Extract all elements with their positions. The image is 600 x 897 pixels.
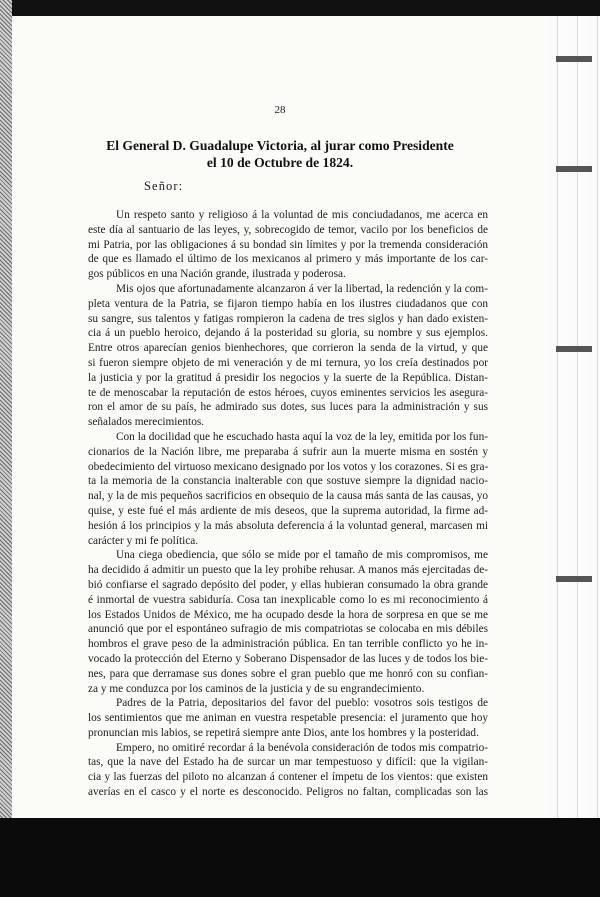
text-line: vocado la protección del Eterno y Soberano Dispensador de las luces y de todos los bie- <box>88 652 488 665</box>
scan-left-border <box>0 0 12 897</box>
text-line: Un respeto santo y religioso á la voluntad de mis conciudadanos, me acerca en <box>116 209 488 221</box>
text-line: bió confiarse el sagrado depósito del poder, y ellas hubieran consumado la obra grande <box>88 578 488 591</box>
text-line: de que es llamado el último de los mexicanos al primero y más importante de los car- <box>88 253 488 266</box>
text-line: hesión á los principios y la más absoluta deferencia á la voluntad general, marcasen mi <box>88 519 488 532</box>
scan-top-border <box>12 0 600 16</box>
text-line: la justicia y por la gratitud á presidir los negocios y la suerte de la República. Distan- <box>88 371 488 384</box>
text-line: nes, para que derramase sus dones sobre el gran pueblo que me honró con su confian- <box>88 667 488 680</box>
text-line: su sangre, sus talentos y fatigas rompieron la cadena de tres siglos y han dado existen- <box>88 312 488 325</box>
text-line: hombros el grave peso de la administración pública. En tan terrible conflicto yo he in- <box>88 638 488 651</box>
text-line: Empero, no omitiré recordar á la benévola consideración de todos mis compatrio- <box>116 741 488 754</box>
text-line: ha decidido á admitir un puesto que la ley prohibe rehusar. A manos más ejercitadas de- <box>88 564 488 577</box>
text-line: pleta ventura de la Patria, se fijaron tiempo había en los ilustres ciudadanos que con <box>88 297 488 310</box>
text-line: te de menoscabar la reputación de estos héroes, cuyos eminentes servicios les asegura- <box>88 386 488 399</box>
text-line: Entre otros aparecían genios bienhechores, que corrieron la senda de la virtud, y que <box>88 342 488 355</box>
text-line: si fueron siempre objeto de mi veneración y de mi ternura, yo los creía destinados por <box>88 356 488 369</box>
page-title <box>12 137 548 171</box>
text-line: Mis ojos que afortunadamente alcanzaron á ver la libertad, la redención y la com- <box>116 282 488 295</box>
page-title-line-2: el 10 de Octubre de 1824. <box>206 155 354 170</box>
text-line: cia y las fuerzas del piloto no alcanzan á contener el ímpetu de los vientos: que existen <box>88 771 488 784</box>
document-page <box>12 16 548 818</box>
paragraph-1 <box>88 208 488 800</box>
text-line: tas, que la nave del Estado ha de surcar un mar tempestuoso y difícil: que la vigilan- <box>88 756 488 769</box>
scan-edge-mark <box>556 56 592 62</box>
text-line: este día al santuario de las leyes, y, sobrecogido de temor, vacilo por los beneficios de <box>88 223 488 236</box>
text-line: cionarios de la Nación libre, me preparaba á sufrir aun la muerte misma en sostén y <box>88 445 488 458</box>
text-line: Padres de la Patria, depositarios del favor del pueblo: vosotros sois testigos de <box>116 697 488 710</box>
scan-edge-mark <box>556 576 592 582</box>
text-line: é inmortal de vuestra sabiduría. Cosa tan inexplicable como lo es mi reconocimiento á <box>88 593 488 606</box>
text-line: averías en el casco y el norte es desconocido. Peligros no faltan, complicadas son las <box>88 786 488 799</box>
text-line: Con la docilidad que he escuchado hasta aquí la voz de la ley, emitida por los fun- <box>116 430 488 443</box>
text-line: pronuncian mis labios, se repetirá siempre ante Dios, ante los hombres y la posteridad. <box>88 726 479 739</box>
text-line: za y me conduzca por los caminos de la justicia y de su engrandecimiento. <box>88 682 425 695</box>
scan-right-edge <box>547 16 600 818</box>
text-line: anunció que por el espontáneo sufragio de mis compatriotas se colocaba en mis débiles <box>88 623 488 636</box>
text-line: los sentimientos que me animan en vuestra respetable presencia: el juramento que hoy <box>88 712 488 725</box>
salutation: Señor: <box>144 179 184 193</box>
scan-edge-mark <box>556 166 592 172</box>
text-line: mi Patria, por las obligaciones á su bondad sin límites y por la tremenda consideración <box>88 238 488 251</box>
text-line: obedecimiento del virtuoso mexicano designado por los votos y los corazones. Si es gra- <box>88 460 488 473</box>
text-line: los Estados Unidos de México, me ha ocupado desde la hora de sorpresa en que se me <box>88 608 488 621</box>
text-line: quise, y este fué el más ardiente de mis deseos, que la suprema autoridad, la firme ad- <box>88 504 488 517</box>
text-line: gos públicos en una Nación grande, ilustrada y poderosa. <box>88 268 346 281</box>
scan-bottom-border <box>0 818 600 897</box>
page-title-line-1: El General D. Guadalupe Victoria, al jurar como Presidente <box>106 138 454 153</box>
text-line: señalados merecimientos. <box>88 416 205 429</box>
scan-edge-mark <box>556 346 592 352</box>
text-line: cia á un pueblo heroico, dejando á la posteridad su gloria, su nombre y sus ejemplos. <box>88 327 488 340</box>
text-line: carácter y mi fe política. <box>88 534 199 547</box>
page-number: 28 <box>274 104 286 116</box>
text-line: nal, y la de mis pequeños sacrificios en obsequio de la causa más santa de las causas, yo <box>88 490 488 503</box>
text-line: ta la memoria de la constancia inalterable con que sostuve siempre la dignidad nacio- <box>88 475 488 488</box>
text-line: ron el amor de su país, he admirado sus dotes, sus luces para la administración y sus <box>88 401 488 414</box>
text-line: Una ciega obediencia, que sólo se mide por el tamaño de mis compromisos, me <box>116 549 488 562</box>
